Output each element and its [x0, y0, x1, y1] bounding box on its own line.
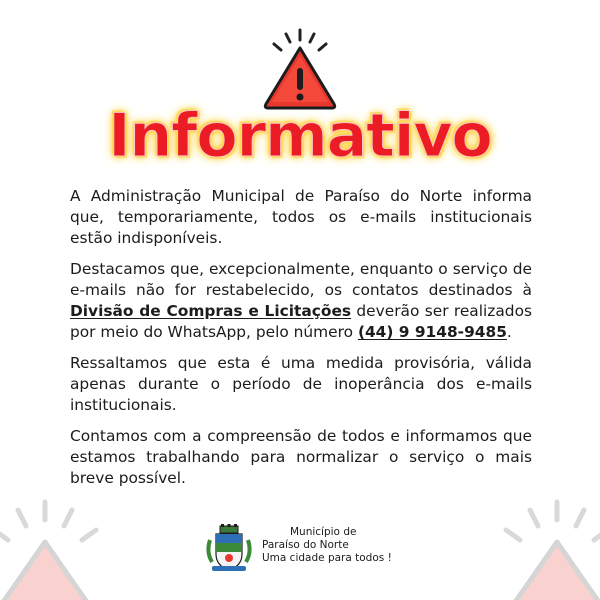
paragraph-2-text-b: deverão ser realizados por meio do WhatsApp, pelo número: [70, 302, 533, 341]
warning-decoration-icon: [492, 498, 600, 600]
page-title: Informativo: [108, 101, 492, 171]
footer-text: [262, 526, 412, 565]
footer-slogan: Uma cidade para todos !: [262, 552, 392, 564]
paragraph-2-text-c: .: [506, 323, 512, 341]
footer: [204, 524, 404, 574]
paragraph-3: Ressaltamos que esta é uma medida provisória, válida apenas durante o período de inoperância dos e-mails institucionais.: [70, 354, 532, 414]
paragraph-2: [70, 259, 532, 343]
whatsapp-number: (44) 9 9148-9485: [357, 323, 507, 341]
footer-line-1: Município de: [290, 526, 357, 538]
notice-body: [70, 186, 532, 499]
paragraph-4: Contamos com a compreensão de todos e informamos que estamos trabalhando para normalizar o serviço o mais breve possível.: [70, 427, 532, 487]
warning-decoration-icon: [0, 498, 110, 600]
footer-line-2: Paraíso do Norte: [262, 539, 349, 551]
municipal-crest-icon: [204, 524, 254, 574]
division-name: Divisão de Compras e Licitações: [70, 302, 352, 320]
paragraph-2-text-a: Destacamos que, excepcionalmente, enquanto o serviço de e-mails não for restabelecido, os contatos destinados à: [70, 260, 532, 299]
paragraph-1: A Administração Municipal de Paraíso do Norte informa que, temporariamente, todos os e-mails institucionais estão indisponíveis.: [70, 187, 532, 247]
